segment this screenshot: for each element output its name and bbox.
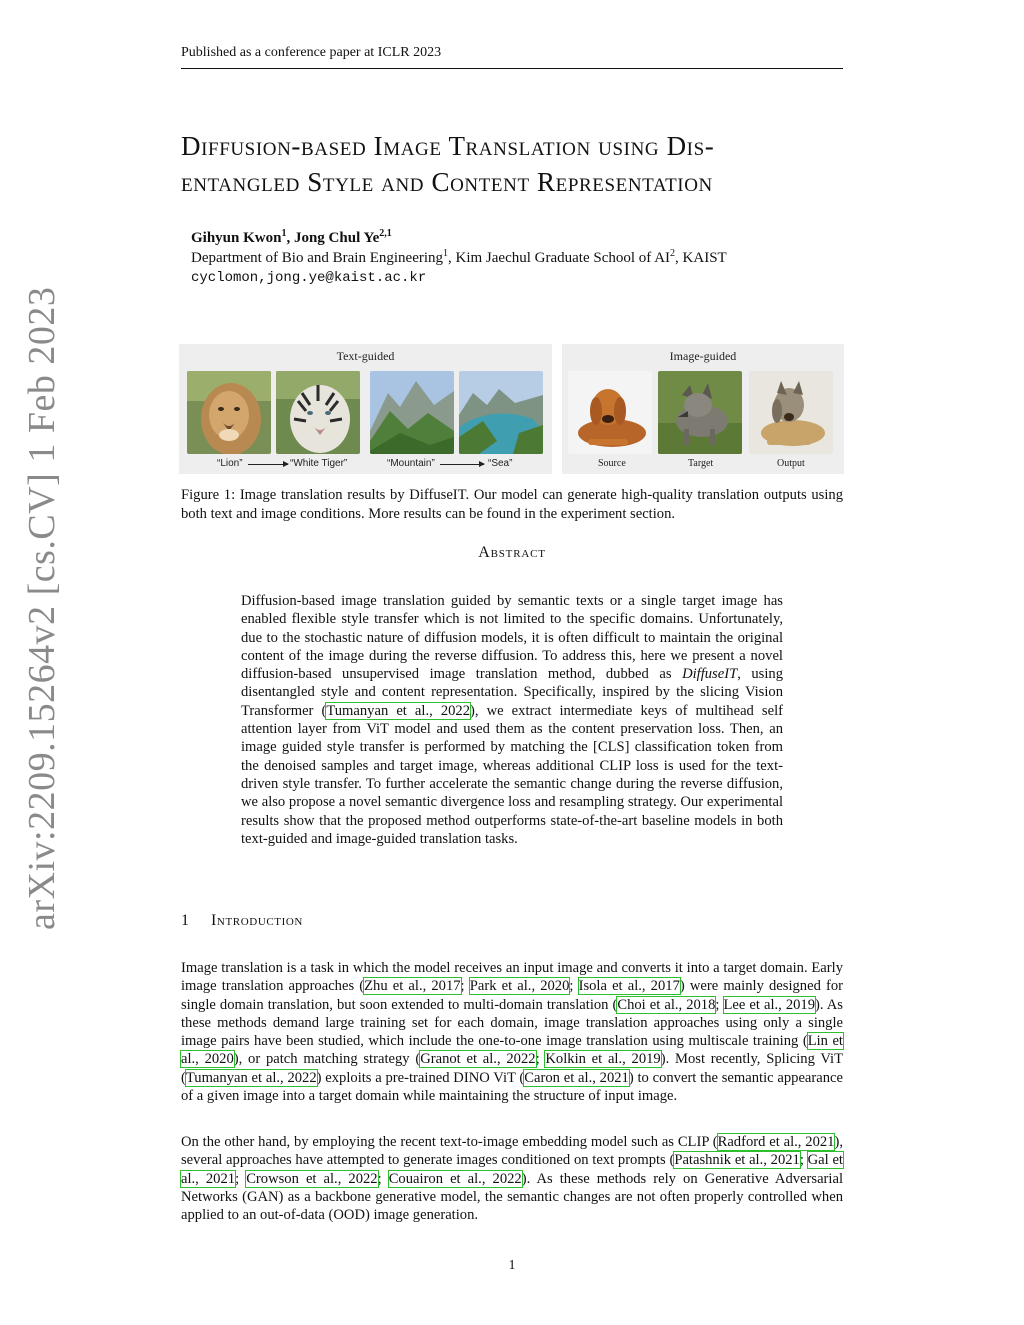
mountain-image [370, 371, 454, 454]
section-title: Introduction [211, 912, 303, 929]
white-tiger-image [276, 371, 360, 454]
affiliation: Department of Bio and Brain Engineering$^1$, Kim Jaechul Graduate School of $AI^2$, KAIST [191, 248, 727, 266]
author-2: Jong Chul Ye [293, 230, 380, 246]
arxiv-identifier-stamp[interactable]: arXiv:2209.15264v2 [cs.CV] 1 Feb 2023 [21, 286, 63, 930]
caption-source: Source [598, 458, 626, 469]
running-header: Published as a conference paper at ICLR 2023 [181, 44, 843, 69]
source-dog-image [568, 371, 652, 454]
section-heading-introduction [181, 912, 843, 930]
citation-link[interactable]: Lin et al., 2020 [181, 1033, 843, 1068]
citation-link[interactable]: Lee et al., 2019 [723, 996, 816, 1013]
caption-target: Target [688, 458, 714, 469]
intro-paragraph-2: On the other hand, by employing the recent text-to-image embedding model such as CLIP (Radford et al., 2021), several approaches have attempted to generate images conditioned on text prompts (Patashnik et al., 2021; Gal et al., 2021; Crowson et al., 2022; Couairon et al., 2022). As these methods rely on Generative Adversarial Networks (GAN) as a backbone generative model, the semantic changes are not often properly controlled when applied to an out-of-data (OOD) image generation. [181, 1134, 843, 1224]
citation-link[interactable]: Kolkin et al., 2019 [545, 1051, 661, 1068]
sea-image [459, 371, 543, 454]
figure-text-guided-panel [179, 344, 552, 474]
author-1: Gihyun Kwon [191, 230, 282, 246]
citation-link[interactable]: Zhu et al., 2017 [364, 978, 461, 995]
citation-link[interactable]: Couairon et al., 2022 [388, 1170, 522, 1187]
title-line-2: entangled Style and Content Representation [181, 167, 713, 197]
author-block [191, 228, 841, 288]
page-number: 1 [508, 1258, 516, 1273]
citation-link[interactable]: Radford et al., 2021 [717, 1134, 835, 1150]
intro-paragraph-1: Image translation is a task in which the model receives an input image and converts it into a target domain. Early image translation approaches (Zhu et al., 2017; Park et al., 2020; Isola et al., 2017) were mainly designed for single domain translation, but soon extended to multi-domain translation (Choi et al., 2018; Lee et al., 2019). As these methods demand large training set for each domain, image translation approaches using only a single image pairs have been studied, which include the one-to-one image translation using multiscale training (Lin et al., 2020), or patch matching strategy (Granot et al., 2022; Kolkin et al., 2019). Most recently, Splicing ViT (Tumanyan et al., 2022) exploits a pre-trained DINO ViT (Caron et al., 2021) to convert the semantic appearance of a given image into a target domain while maintaining the structure of input image. [181, 960, 843, 1105]
caption-sea: “Sea” [488, 458, 513, 469]
caption-mountain: “Mountain” [387, 458, 435, 469]
citation-link[interactable]: Caron et al., 2021 [524, 1069, 629, 1086]
image-guided-heading: Image-guided [669, 349, 737, 363]
arrow-lion-to-tiger [248, 464, 288, 465]
citation-link[interactable]: Park et al., 2020 [469, 978, 570, 995]
caption-white-tiger: “White Tiger” [290, 458, 348, 469]
model-name: DiffuseIT [682, 666, 738, 683]
citation-link[interactable]: Patashnik et al., 2021 [674, 1152, 800, 1169]
caption-lion: “Lion” [217, 458, 243, 469]
arrow-mountain-to-sea [440, 464, 484, 465]
citation-link[interactable]: Choi et al., 2018 [617, 996, 716, 1013]
citation-link[interactable]: Crowson et al., 2022 [246, 1170, 378, 1187]
lion-image [187, 371, 271, 454]
target-wolf-image [658, 371, 742, 454]
abstract-heading: Abstract [478, 544, 546, 561]
output-image [749, 371, 833, 454]
text-guided-heading: Text-guided [336, 349, 395, 363]
citation-link[interactable]: Tumanyan et al., 2022 [326, 702, 471, 719]
citation-link[interactable]: Tumanyan et al., 2022 [185, 1069, 317, 1086]
section-number: 1 [181, 912, 190, 929]
figure-1-caption: Figure 1: Image translation results by DiffuseIT. Our model can generate high-quality translation outputs using both text and image conditions. More results can be found in the experiment section. [181, 487, 843, 522]
citation-link[interactable]: Isola et al., 2017 [578, 978, 680, 995]
caption-output: Output [777, 458, 805, 469]
citation-link[interactable]: Gal et al., 2021 [181, 1152, 843, 1187]
citation-link[interactable]: Granot et al., 2022 [420, 1051, 536, 1068]
paper-title [181, 128, 851, 200]
title-line-1: Diffusion-based Image Translation using Dis- [181, 131, 715, 161]
abstract-body: Diffusion-based image translation guided by semantic texts or a single target image has enabled flexible style transfer which is not limited to the specific domains. Unfortunately, due to the stochastic nature of diffusion models, it is often difficult to maintain the original content of the image during the reverse diffusion. To address this, here we present a novel diffusion-based unsupervised image translation method, dubbed as DiffuseIT, using disentangled style and content representation. Specifically, inspired by the slicing Vision Transformer (Tumanyan et al., 2022), we extract intermediate keys of multihead self attention layer from ViT model and used them as the content preservation loss. Then, an image guided style transfer is performed by matching the [CLS] classification token from the denoised samples and target image, whereas additional CLIP loss is used for the text-driven style transfer. To further accelerate the semantic change during the reverse diffusion, we also propose a novel semantic divergence loss and resampling strategy. Our experimental results show that the proposed method outperforms state-of-the-art baseline models in both text-guided and image-guided translation tasks. [241, 593, 784, 847]
author-names: Gihyun Kwon$^1$, Jong Chul Ye$^{2,1}$ [191, 228, 392, 246]
figure-image-guided-panel [562, 344, 844, 474]
author-email[interactable]: cyclomon,jong.ye@kaist.ac.kr [191, 270, 427, 286]
